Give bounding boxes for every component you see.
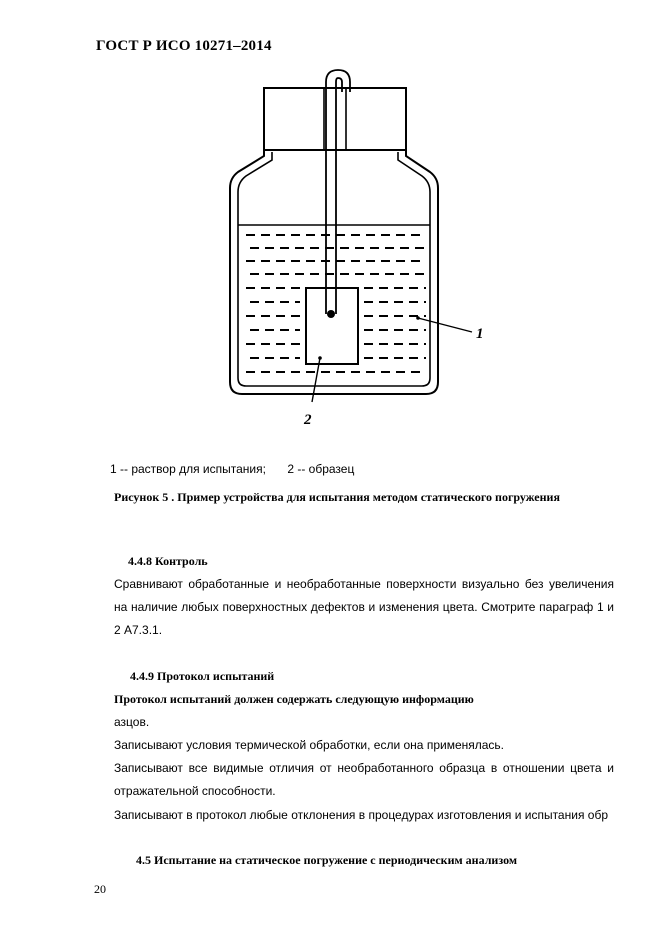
section-heading-4-5: 4.5 Испытание на статическое погружение с периодическим анализом: [136, 853, 518, 867]
section-4-4-9-line-3: Записывают все видимые отличия от необработанного образца в отношении цвета и отражательной способности.: [114, 761, 614, 798]
document-header: ГОСТ Р ИСО 10271–2014: [96, 38, 272, 54]
leader-line-1: [418, 318, 472, 332]
figure-label-2: 2: [304, 412, 312, 428]
apparatus-drawing: [200, 60, 510, 435]
section-4-4-9-line-2: Записывают условия термической обработки, если она применялась.: [114, 738, 504, 752]
specimen: [306, 288, 358, 364]
page-number: 20: [94, 882, 106, 896]
section-heading-4-4-9: 4.4.9 Протокол испытаний: [130, 669, 275, 683]
jar-cap: [264, 88, 406, 150]
legend-item-1: 1 -- раствор для испытания;: [110, 462, 266, 476]
figure-legend: [110, 462, 372, 476]
legend-item-2: 2 -- образец: [287, 462, 355, 476]
section-4-4-8-text: Сравнивают обработанные и необработанные поверхности визуально без увеличения на наличие любых поверхностных дефектов и изменения цвета. Смотрите параграф 1 и 2 А7.3.1.: [114, 577, 614, 637]
section-4-4-9-line-1: азцов.: [114, 715, 150, 729]
figure-caption: Рисунок 5 . Пример устройства для испытания методом статического погружения: [114, 490, 560, 504]
section-heading-4-4-8: 4.4.8 Контроль: [128, 554, 208, 568]
section-4-4-9-lead: Протокол испытаний должен содержать следующую информацию: [114, 692, 474, 706]
apparatus-figure: [200, 60, 510, 435]
section-4-4-9-line-4: Записывают в протокол любые отклонения в процедурах изготовления и испытания обр: [114, 808, 608, 822]
figure-label-1: 1: [476, 326, 484, 342]
